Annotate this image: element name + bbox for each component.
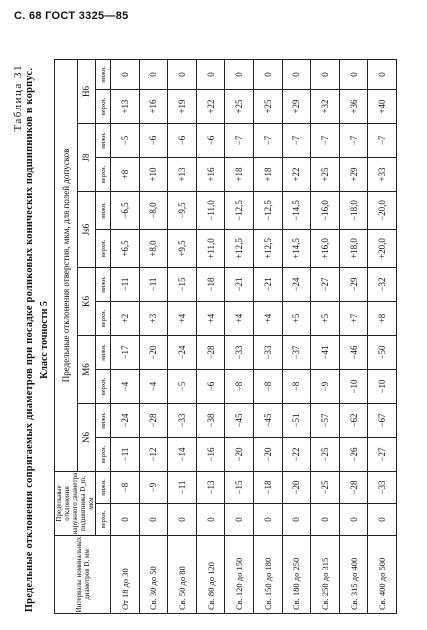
value-cell: 0 — [111, 59, 140, 89]
value-cell: −10 — [368, 369, 397, 403]
value-cell: 0 — [139, 59, 168, 89]
value-cell: −21 — [253, 267, 282, 301]
value-cell: −6 — [168, 123, 197, 157]
table-row — [196, 59, 225, 613]
value-cell: +5 — [282, 301, 311, 335]
interval-cell: Св. 150 до 180 — [253, 536, 282, 614]
header-outer-dev: Предельные отклонения наружного диаметра подшипника D_m, мкм — [55, 472, 95, 535]
value-cell: −33 — [253, 335, 282, 369]
value-cell: −8 — [111, 471, 140, 503]
value-cell: +25 — [311, 157, 340, 191]
value-cell: +32 — [311, 89, 340, 123]
value-cell: −25 — [311, 437, 340, 471]
subheader-upper: верхн. — [96, 504, 111, 536]
value-cell: −26 — [339, 437, 368, 471]
value-cell: −7 — [311, 123, 340, 157]
value-cell: +3 — [139, 301, 168, 335]
value-cell: −11 — [139, 267, 168, 301]
value-cell: −4 — [111, 369, 140, 403]
value-cell: +8 — [368, 301, 397, 335]
value-cell: +18 — [253, 157, 282, 191]
value-cell: −13 — [196, 471, 225, 503]
value-cell: −10 — [339, 369, 368, 403]
table-row — [311, 59, 340, 613]
value-cell: 0 — [311, 504, 340, 536]
value-cell: −7 — [225, 123, 254, 157]
value-cell: 0 — [253, 504, 282, 536]
tolerance-table — [54, 59, 397, 614]
value-cell: −7 — [339, 123, 368, 157]
value-cell: −16 — [196, 437, 225, 471]
value-cell: 0 — [368, 59, 397, 89]
value-cell: +29 — [282, 89, 311, 123]
value-cell: −7 — [368, 123, 397, 157]
table-row — [225, 59, 254, 613]
value-cell: −12,5 — [253, 191, 282, 229]
value-cell: +7 — [339, 301, 368, 335]
value-cell: −20 — [225, 437, 254, 471]
table-row — [339, 59, 368, 613]
subheader-lower: нижн. — [96, 191, 111, 229]
value-cell: −38 — [196, 403, 225, 437]
value-cell: 0 — [139, 504, 168, 536]
value-cell: −6,5 — [111, 191, 140, 229]
value-cell: −33 — [368, 471, 397, 503]
field-n6: N6 — [77, 403, 95, 471]
value-cell: +18,0 — [339, 229, 368, 267]
value-cell: −45 — [225, 403, 254, 437]
value-cell: −62 — [339, 403, 368, 437]
value-cell: +9,5 — [168, 229, 197, 267]
table-row — [168, 59, 197, 613]
interval-cell: Св. 50 до 80 — [168, 536, 197, 614]
value-cell: −9 — [139, 471, 168, 503]
table-row — [253, 59, 282, 613]
field-js6: Js6 — [77, 191, 95, 267]
table-label: Таблица 31 — [12, 64, 24, 132]
value-cell: −8 — [225, 369, 254, 403]
value-cell: −8 — [282, 369, 311, 403]
value-cell: −6 — [139, 123, 168, 157]
value-cell: +5 — [311, 301, 340, 335]
value-cell: +6,5 — [111, 229, 140, 267]
value-cell: +10 — [139, 157, 168, 191]
value-cell: −28 — [139, 403, 168, 437]
interval-cell: Св. 30 до 50 — [139, 536, 168, 614]
subheader-upper: верхн. — [96, 157, 111, 191]
value-cell: +19 — [168, 89, 197, 123]
value-cell: +22 — [196, 89, 225, 123]
value-cell: −37 — [282, 335, 311, 369]
value-cell: −11 — [111, 267, 140, 301]
subheader-lower: нижн. — [96, 335, 111, 369]
value-cell: +8 — [111, 157, 140, 191]
value-cell: −24 — [282, 267, 311, 301]
value-cell: +13 — [111, 89, 140, 123]
value-cell: −46 — [339, 335, 368, 369]
value-cell: −20 — [282, 471, 311, 503]
value-cell: −27 — [368, 437, 397, 471]
value-cell: −16,0 — [311, 191, 340, 229]
value-cell: −18,0 — [339, 191, 368, 229]
interval-cell: Св. 120 до 150 — [225, 536, 254, 614]
subheader-upper: верхн. — [96, 437, 111, 471]
value-cell: −15 — [168, 267, 197, 301]
value-cell: +40 — [368, 89, 397, 123]
value-cell: 0 — [225, 59, 254, 89]
table-row — [111, 59, 140, 613]
rotated-table-area — [8, 60, 408, 620]
value-cell: −50 — [368, 335, 397, 369]
value-cell: −15 — [225, 471, 254, 503]
value-cell: 0 — [168, 59, 197, 89]
value-cell: 0 — [311, 59, 340, 89]
value-cell: +12,5 — [253, 229, 282, 267]
value-cell: −12,5 — [225, 191, 254, 229]
value-cell: −4 — [139, 369, 168, 403]
value-cell: −51 — [282, 403, 311, 437]
value-cell: +13 — [168, 157, 197, 191]
value-cell: +12,5 — [225, 229, 254, 267]
field-k6: K6 — [77, 267, 95, 335]
interval-cell: Св. 400 до 500 — [368, 536, 397, 614]
class-label: Класс точности 5 — [39, 301, 50, 379]
value-cell: −18 — [253, 471, 282, 503]
value-cell: −41 — [311, 335, 340, 369]
header-hole-dev: Предельные отклонения отверстия, мкм, для полей допусков — [55, 59, 78, 471]
value-cell: +16 — [196, 157, 225, 191]
value-cell: 0 — [282, 504, 311, 536]
interval-cell: Св. 80 до 120 — [196, 536, 225, 614]
page-header: С. 68 ГОСТ 3325—85 — [14, 10, 129, 22]
subheader-lower: нижн. — [96, 403, 111, 437]
value-cell: +29 — [339, 157, 368, 191]
value-cell: 0 — [196, 504, 225, 536]
value-cell: −20 — [139, 335, 168, 369]
value-cell: +4 — [196, 301, 225, 335]
value-cell: −9,5 — [168, 191, 197, 229]
value-cell: 0 — [282, 59, 311, 89]
subheader-upper: верхн. — [96, 369, 111, 403]
value-cell: −22 — [282, 437, 311, 471]
value-cell: 0 — [339, 59, 368, 89]
value-cell: 0 — [339, 504, 368, 536]
interval-cell: Св. 180 до 250 — [282, 536, 311, 614]
value-cell: −11 — [168, 471, 197, 503]
field-h6: H6 — [77, 59, 95, 123]
field-m6: M6 — [77, 335, 95, 403]
value-cell: −18 — [196, 267, 225, 301]
value-cell: −33 — [225, 335, 254, 369]
interval-cell: Св. 315 до 400 — [339, 536, 368, 614]
value-cell: 0 — [253, 59, 282, 89]
value-cell: −45 — [253, 403, 282, 437]
value-cell: −24 — [168, 335, 197, 369]
value-cell: −6 — [196, 369, 225, 403]
interval-cell: Св. 250 до 315 — [311, 536, 340, 614]
table-row — [368, 59, 397, 613]
value-cell: +4 — [253, 301, 282, 335]
value-cell: 0 — [196, 59, 225, 89]
value-cell: −14,5 — [282, 191, 311, 229]
value-cell: −12 — [139, 437, 168, 471]
table-row — [282, 59, 311, 613]
value-cell: +4 — [225, 301, 254, 335]
value-cell: −28 — [196, 335, 225, 369]
value-cell: −24 — [111, 403, 140, 437]
value-cell: −20 — [253, 437, 282, 471]
table-row — [139, 59, 168, 613]
value-cell: −27 — [311, 267, 340, 301]
value-cell: −5 — [168, 369, 197, 403]
value-cell: −57 — [311, 403, 340, 437]
value-cell: +25 — [253, 89, 282, 123]
value-cell: −11,0 — [196, 191, 225, 229]
value-cell: +16,0 — [311, 229, 340, 267]
value-cell: +16 — [139, 89, 168, 123]
value-cell: −25 — [311, 471, 340, 503]
value-cell: −17 — [111, 335, 140, 369]
subheader-upper: верхн. — [96, 229, 111, 267]
value-cell: −14 — [168, 437, 197, 471]
value-cell: +18 — [225, 157, 254, 191]
field-j8: J8 — [77, 123, 95, 191]
value-cell: −20,0 — [368, 191, 397, 229]
value-cell: −67 — [368, 403, 397, 437]
value-cell: −5 — [111, 123, 140, 157]
table-title: Предельные отклонения сопрягаемых диаметров при посадке роликовых конических подшипников в корпус. — [24, 67, 35, 613]
subheader-lower: нижн. — [96, 123, 111, 157]
value-cell: −9 — [311, 369, 340, 403]
value-cell: 0 — [225, 504, 254, 536]
interval-cell: От 18 до 30 — [111, 536, 140, 614]
value-cell: −7 — [282, 123, 311, 157]
value-cell: +2 — [111, 301, 140, 335]
subheader-lower: нижн. — [96, 59, 111, 89]
value-cell: +20,0 — [368, 229, 397, 267]
subheader-lower: нижн. — [96, 471, 111, 503]
value-cell: −21 — [225, 267, 254, 301]
value-cell: −6 — [196, 123, 225, 157]
value-cell: +11,0 — [196, 229, 225, 267]
value-cell: −8,0 — [139, 191, 168, 229]
value-cell: +25 — [225, 89, 254, 123]
value-cell: −8 — [253, 369, 282, 403]
value-cell: −28 — [339, 471, 368, 503]
subheader-upper: верхн. — [96, 89, 111, 123]
subheader-upper: верхн. — [96, 301, 111, 335]
value-cell: −11 — [111, 437, 140, 471]
value-cell: +33 — [368, 157, 397, 191]
value-cell: −33 — [168, 403, 197, 437]
header-intervals: Интервалы номинальных диаметров D, мм — [55, 536, 111, 614]
subheader-lower: нижн. — [96, 267, 111, 301]
value-cell: −7 — [253, 123, 282, 157]
value-cell: 0 — [111, 504, 140, 536]
value-cell: 0 — [168, 504, 197, 536]
value-cell: −29 — [339, 267, 368, 301]
value-cell: +22 — [282, 157, 311, 191]
value-cell: +36 — [339, 89, 368, 123]
value-cell: +4 — [168, 301, 197, 335]
value-cell: +14,5 — [282, 229, 311, 267]
value-cell: −32 — [368, 267, 397, 301]
value-cell: 0 — [368, 504, 397, 536]
value-cell: +8,0 — [139, 229, 168, 267]
